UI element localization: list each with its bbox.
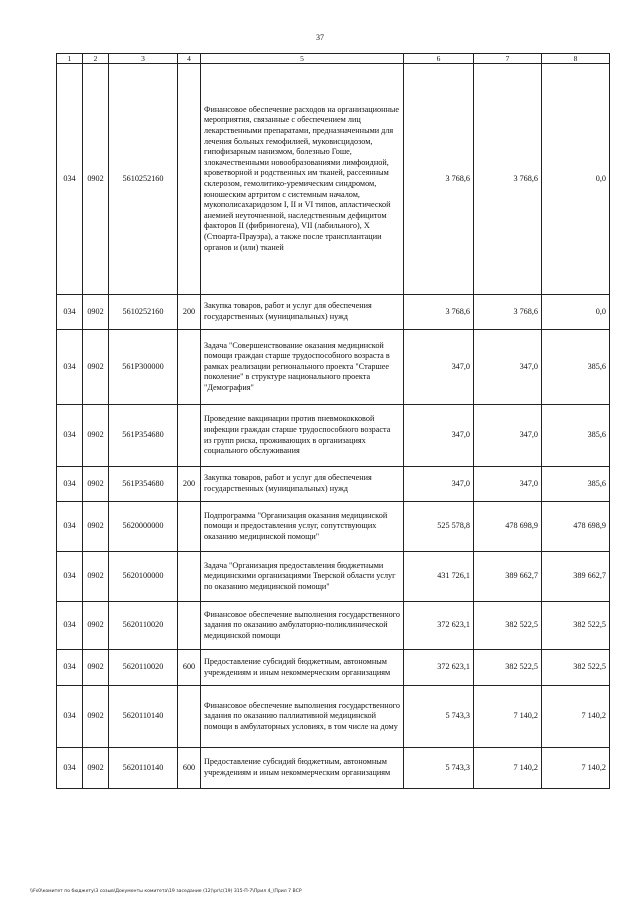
expense-type-cell: 600 — [178, 748, 201, 789]
table-row — [57, 330, 610, 405]
column-header: 5 — [201, 54, 404, 64]
admin-code-cell: 034 — [57, 686, 83, 748]
section-code-cell: 0902 — [83, 295, 109, 330]
amount-col8-cell: 382 522,5 — [542, 602, 610, 650]
target-article-cell: 5610252160 — [109, 64, 178, 295]
admin-code-cell: 034 — [57, 64, 83, 295]
amount-col8-cell: 7 140,2 — [542, 686, 610, 748]
table-row — [57, 748, 610, 789]
amount-col7-cell: 382 522,5 — [474, 650, 542, 686]
target-article-cell: 561P354680 — [109, 467, 178, 502]
page-number: 37 — [316, 33, 324, 42]
table-row — [57, 405, 610, 467]
admin-code-cell: 034 — [57, 552, 83, 602]
amount-col6-cell: 347,0 — [404, 405, 474, 467]
budget-table — [56, 53, 610, 789]
amount-col7-cell: 389 662,7 — [474, 552, 542, 602]
amount-col7-cell: 478 698,9 — [474, 502, 542, 552]
amount-col7-cell: 7 140,2 — [474, 748, 542, 789]
target-article-cell: 5620110020 — [109, 650, 178, 686]
expense-type-cell — [178, 64, 201, 295]
section-code-cell: 0902 — [83, 650, 109, 686]
amount-col6-cell: 3 768,6 — [404, 295, 474, 330]
amount-col6-cell: 5 743,3 — [404, 748, 474, 789]
admin-code-cell: 034 — [57, 502, 83, 552]
amount-col8-cell: 389 662,7 — [542, 552, 610, 602]
description-cell: Предоставление субсидий бюджетным, автономным учреждениям и иным некоммерческим организациям — [201, 748, 404, 789]
expense-type-cell — [178, 405, 201, 467]
admin-code-cell: 034 — [57, 330, 83, 405]
expense-type-cell — [178, 330, 201, 405]
amount-col7-cell: 7 140,2 — [474, 686, 542, 748]
amount-col6-cell: 347,0 — [404, 330, 474, 405]
description-cell: Финансовое обеспечение расходов на организационные мероприятия, связанные с обеспечением лиц лекарственными препаратами, предназначенными для лечения больных гемофилией, муковисцидозом, гипофизарным нанизмом, болезнью Гоше, злокачественными новообразованиями лимфоидной, кроветворной и родственных им тканей, рассеянным склерозом, гемолитико-уремическим синдромом, юношеским артритом с системным началом, мукополисахаридозом I, II и VI типов, апластической анемией неуточненной, наследственным дефицитом факторов II (фибриногена), VII (лабильного), X (Стюарта-Прауэра), а также после трансплантации органов и (или) тканей — [201, 64, 404, 295]
target-article-cell: 5620000000 — [109, 502, 178, 552]
table-row — [57, 467, 610, 502]
description-cell: Подпрограмма "Организация оказания медицинской помощи и предоставления услуг, сопутствующих оказанию медицинской помощи" — [201, 502, 404, 552]
target-article-cell: 5620110140 — [109, 686, 178, 748]
amount-col6-cell: 372 623,1 — [404, 602, 474, 650]
description-cell: Задача "Совершенствование оказания медицинской помощи граждан старше трудоспособного возраста в рамках реализации регионального проекта "Старшее поколение" в структуре национального проекта "Демография" — [201, 330, 404, 405]
table-row — [57, 295, 610, 330]
expense-type-cell: 200 — [178, 295, 201, 330]
section-code-cell: 0902 — [83, 405, 109, 467]
expense-type-cell: 600 — [178, 650, 201, 686]
description-cell: Проведение вакцинации против пневмококковой инфекции граждан старше трудоспособного возраста из групп риска, проживающих в организациях социального обслуживания — [201, 405, 404, 467]
amount-col7-cell: 347,0 — [474, 467, 542, 502]
column-header: 7 — [474, 54, 542, 64]
table-row — [57, 64, 610, 295]
target-article-cell: 5620100000 — [109, 552, 178, 602]
section-code-cell: 0902 — [83, 686, 109, 748]
target-article-cell: 5620110140 — [109, 748, 178, 789]
description-cell: Задача "Организация предоставления бюджетными медицинскими организациями Тверской области услуг по оказанию медицинской помощи" — [201, 552, 404, 602]
amount-col8-cell: 385,6 — [542, 467, 610, 502]
expense-type-cell: 200 — [178, 467, 201, 502]
admin-code-cell: 034 — [57, 650, 83, 686]
description-cell: Финансовое обеспечение выполнения государственного задания по оказанию паллиативной медицинской помощи в амбулаторных условиях, в том числе на дому — [201, 686, 404, 748]
table-row — [57, 502, 610, 552]
admin-code-cell: 034 — [57, 405, 83, 467]
column-number-row — [57, 54, 610, 64]
amount-col8-cell: 385,6 — [542, 405, 610, 467]
column-header: 1 — [57, 54, 83, 64]
target-article-cell: 5620110020 — [109, 602, 178, 650]
section-code-cell: 0902 — [83, 64, 109, 295]
admin-code-cell: 034 — [57, 602, 83, 650]
column-header: 4 — [178, 54, 201, 64]
expense-type-cell — [178, 686, 201, 748]
table-row — [57, 650, 610, 686]
amount-col8-cell: 478 698,9 — [542, 502, 610, 552]
section-code-cell: 0902 — [83, 502, 109, 552]
expense-type-cell — [178, 552, 201, 602]
description-cell: Финансовое обеспечение выполнения государственного задания по оказанию амбулаторно-поликлинической медицинской помощи — [201, 602, 404, 650]
amount-col8-cell: 382 522,5 — [542, 650, 610, 686]
table-row — [57, 602, 610, 650]
amount-col6-cell: 372 623,1 — [404, 650, 474, 686]
admin-code-cell: 034 — [57, 748, 83, 789]
amount-col7-cell: 3 768,6 — [474, 64, 542, 295]
amount-col8-cell: 0,0 — [542, 295, 610, 330]
amount-col6-cell: 525 578,8 — [404, 502, 474, 552]
section-code-cell: 0902 — [83, 552, 109, 602]
target-article-cell: 561P300000 — [109, 330, 178, 405]
amount-col6-cell: 347,0 — [404, 467, 474, 502]
amount-col8-cell: 0,0 — [542, 64, 610, 295]
file-path-footer: \\Fs0\комитет по бюджету\3 созыв\Документы комитета\19 заседание (12)\pr\с(19) 315-П-7\Прил 4_\Прил 7 ВСР — [30, 889, 302, 894]
amount-col6-cell: 5 743,3 — [404, 686, 474, 748]
column-header: 2 — [83, 54, 109, 64]
section-code-cell: 0902 — [83, 748, 109, 789]
table-row — [57, 686, 610, 748]
section-code-cell: 0902 — [83, 467, 109, 502]
admin-code-cell: 034 — [57, 295, 83, 330]
target-article-cell: 5610252160 — [109, 295, 178, 330]
description-cell: Закупка товаров, работ и услуг для обеспечения государственных (муниципальных) нужд — [201, 467, 404, 502]
column-header: 8 — [542, 54, 610, 64]
table-row — [57, 552, 610, 602]
column-header: 3 — [109, 54, 178, 64]
amount-col7-cell: 347,0 — [474, 330, 542, 405]
section-code-cell: 0902 — [83, 330, 109, 405]
amount-col7-cell: 382 522,5 — [474, 602, 542, 650]
admin-code-cell: 034 — [57, 467, 83, 502]
section-code-cell: 0902 — [83, 602, 109, 650]
expense-type-cell — [178, 602, 201, 650]
target-article-cell: 561P354680 — [109, 405, 178, 467]
column-header: 6 — [404, 54, 474, 64]
amount-col7-cell: 347,0 — [474, 405, 542, 467]
amount-col7-cell: 3 768,6 — [474, 295, 542, 330]
amount-col6-cell: 431 726,1 — [404, 552, 474, 602]
description-cell: Закупка товаров, работ и услуг для обеспечения государственных (муниципальных) нужд — [201, 295, 404, 330]
expense-type-cell — [178, 502, 201, 552]
amount-col8-cell: 385,6 — [542, 330, 610, 405]
description-cell: Предоставление субсидий бюджетным, автономным учреждениям и иным некоммерческим организациям — [201, 650, 404, 686]
amount-col6-cell: 3 768,6 — [404, 64, 474, 295]
amount-col8-cell: 7 140,2 — [542, 748, 610, 789]
